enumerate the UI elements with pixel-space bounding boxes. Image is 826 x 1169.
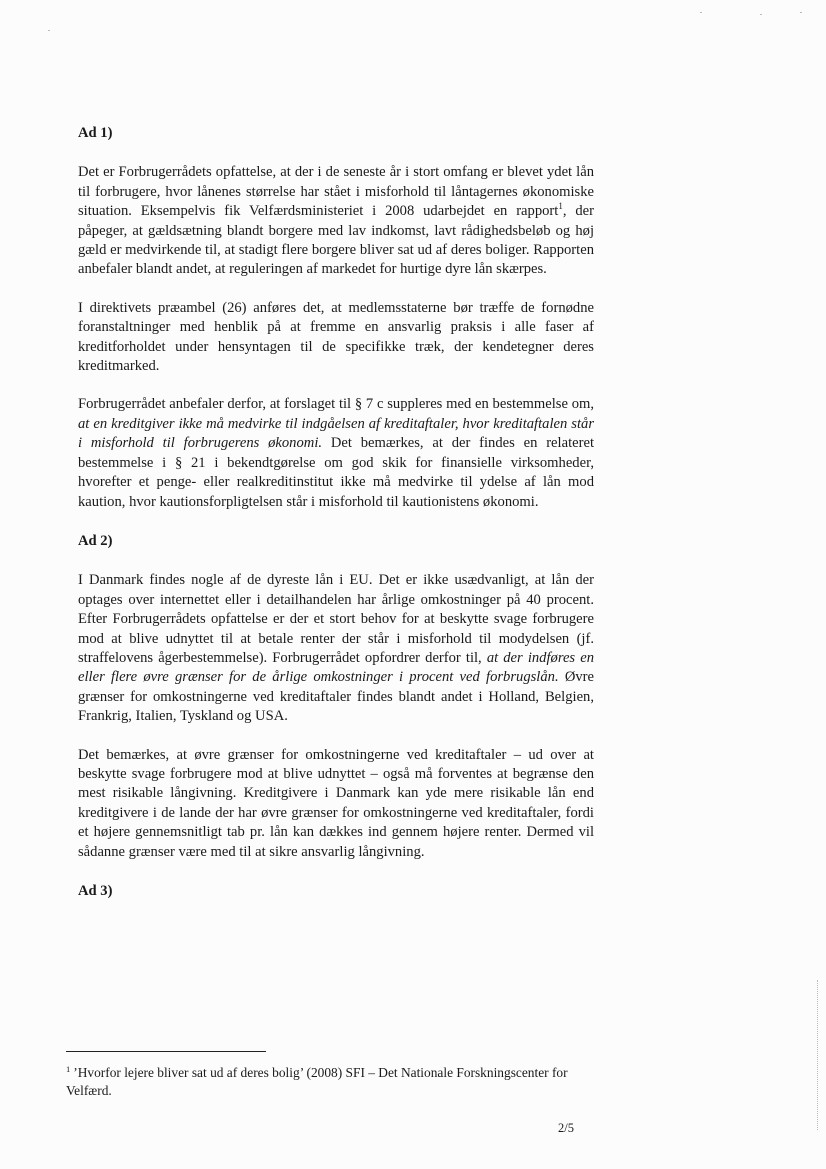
scan-edge-mark [817, 980, 820, 1130]
body-text [78, 124, 594, 901]
section-heading-ad3: Ad 3) [78, 883, 113, 899]
paragraph-ad1-1: Det er Forbrugerrådets opfattelse, at der i de seneste år i stort omfang er blevet ydet lån til forbrugere, hvor lånenes størrelse har stået i misforhold til låntagernes økonomiske situation. Eksempelvis fik Velfærdsministeriet i 2008 udarbejdet en rapport$^1$, der påpeger, at gældsætning blandt borgere med lav indkomst, lavt rådighedsbeløb og høj gæld er medvirkende til, at stadigt flere borgere bliver sat ud af deres boliger. Rapporten anbefaler blandt andet, at reguleringen af markedet for hurtige dyre lån skærpes. [78, 164, 594, 278]
footnote-reference[interactable]: 1 [558, 201, 563, 212]
section-heading-ad1: Ad 1) [78, 125, 113, 141]
paragraph-ad1-3: Forbrugerrådet anbefaler derfor, at forslaget til § 7 c suppleres med en bestemmelse om, at en kreditgiver ikke må medvirke til indgåelsen af kreditaftaler, hvor kreditaftalen står i misforhold til forbrugerens økonomi. Det bemærkes, at der findes en relateret bestemmelse i § 21 i bekendtgørelse om god skik for finansielle virksomheder, hvorefter et penge- eller realkreditinstitut ikke må medvirke til ydelse af lån mod kaution, hvor kautionsforpligtelsen står i misforhold til kautionistens økonomi. [78, 396, 594, 510]
footnote-divider [66, 1051, 266, 1052]
scan-speck [48, 30, 50, 31]
section-heading-ad2: Ad 2) [78, 532, 113, 549]
footnote [66, 1064, 576, 1099]
recommendation-text: at der indføres en eller flere øvre grænser for de årlige omkostninger i procent ved forbrugslån. [78, 649, 594, 686]
paragraph-ad2-1: I Danmark findes nogle af de dyreste lån i EU. Det er ikke usædvanligt, at lån der optages over internettet eller i detailhandelen har årlige omkostninger på 40 procent. Efter Forbrugerrådets opfattelse er der et stort behov for at beskytte svage forbrugere mod at blive udnyttet til at betale renter der står i misforhold til modydelsen (jf. straffelovens ågerbestemmelse). Forbrugerrådet opfordrer derfor til, at der indføres en eller flere øvre grænser for de årlige omkostninger i procent ved forbrugslån. Øvre grænser for omkostningerne ved kreditaftaler findes blandt andet i Holland, Belgien, Frankrig, Italien, Tyskland og USA. [78, 572, 595, 725]
paragraph-ad1-2: I direktivets præambel (26) anføres det, at medlemsstaterne bør træffe de fornødne foranstaltninger med henblik på at fremme en ansvarlig praksis i alle faser af kreditforholdet under hensyntagen til de specifikke træk, der kendetegner deres kreditmarked. [78, 299, 594, 375]
paragraph-ad2-2: Det bemærkes, at øvre grænser for omkostningerne ved kreditaftaler – ud over at beskytte svage forbrugere mod at blive udnyttet – også må forventes at begrænse den mest risikable långivning. Kreditgivere i Danmark kan yde mere risikable lån end kreditgivere i de lande der har øvre grænser for omkostningerne ved kreditaftaler, fordi et højere gennemsnitligt tab pr. lån kan dækkes ind gennem højere renter. Dermed vil sådanne grænser være med til at sikre ansvarlig långivning. [78, 746, 594, 860]
scan-speck [760, 14, 762, 15]
scan-speck [800, 12, 802, 13]
page-number: 2/5 [558, 1121, 574, 1135]
recommendation-text: at en kreditgiver ikke må medvirke til indgåelsen af kreditaftaler, hvor kreditaftalen står i misforhold til forbrugerens økonomi. [78, 415, 594, 452]
footnote-text: ’Hvorfor lejere bliver sat ud af deres bolig’ (2008) SFI – Det Nationale Forskningscenter for Velfærd. [66, 1065, 568, 1098]
scan-speck [700, 12, 702, 13]
footnote-mark: 1 [66, 1063, 71, 1074]
